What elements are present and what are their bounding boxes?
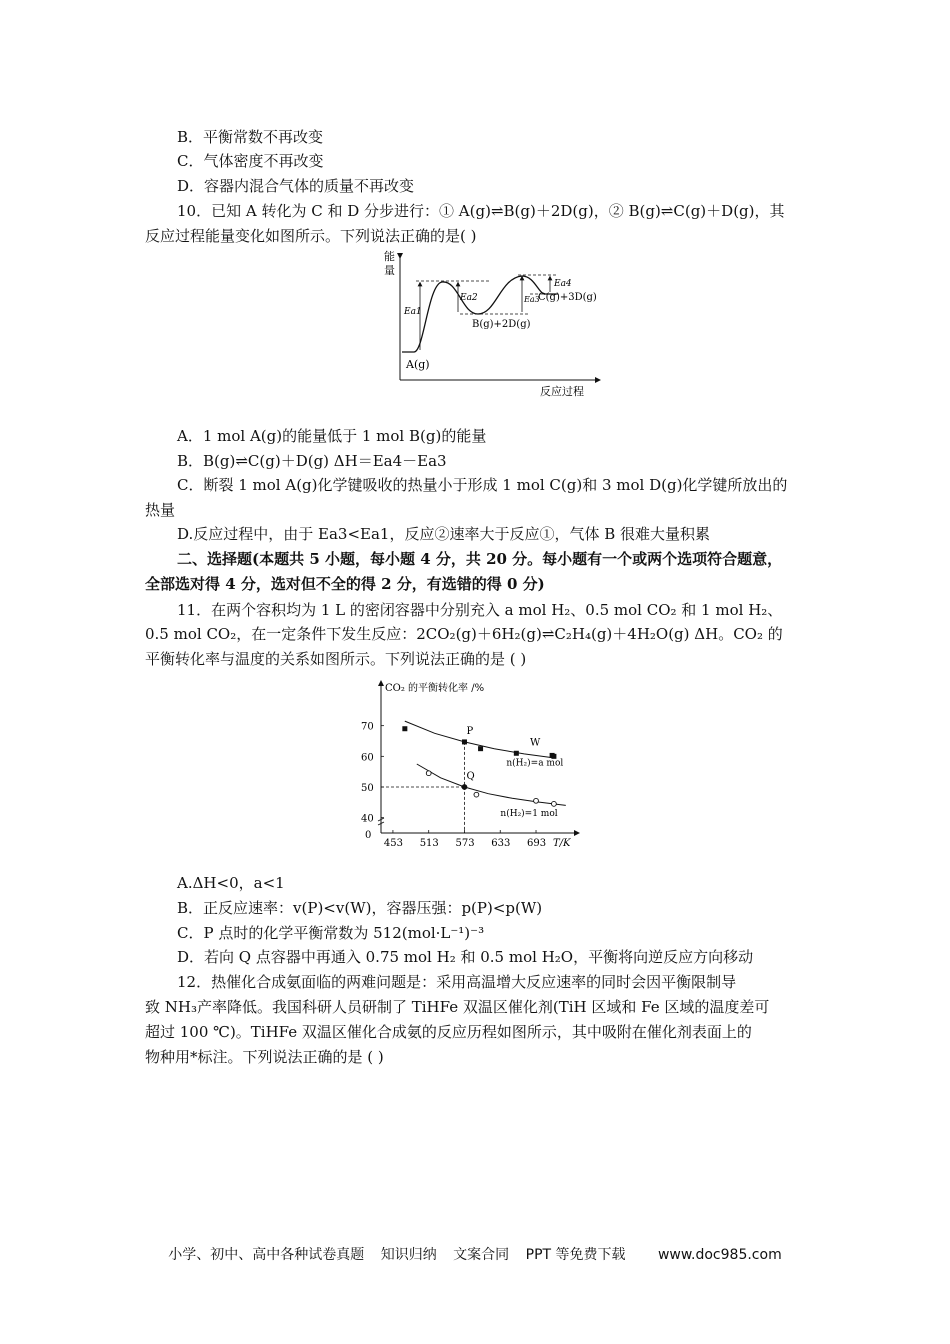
q9-option-d: D．容器内混合气体的质量不再改变: [177, 177, 415, 195]
footer-link[interactable]: www.doc985.com: [657, 1247, 782, 1263]
x-tick-label: 513: [419, 838, 439, 849]
data-point: [474, 792, 479, 797]
q11-stem-3: 平衡转化率与温度的关系如图所示。下列说法正确的是 ( ): [145, 650, 527, 668]
energy-axis-label-2: 量: [384, 264, 395, 277]
ea3-label: Ea3: [524, 295, 540, 304]
q11-option-b: B．正反应速率：v(P)<v(W)，容器压强：p(P)<p(W): [177, 899, 543, 917]
data-point: [426, 771, 431, 776]
page-footer: [0, 1244, 950, 1264]
chart-x-label: T/K: [553, 838, 571, 849]
x-tick-label: 633: [491, 838, 511, 849]
q11-option-a: A.ΔH<0，a<1: [177, 874, 285, 892]
energy-diagram: [380, 248, 610, 403]
ea4-label: Ea4: [554, 279, 572, 289]
q10-stem-2: 反应过程能量变化如图所示。下列说法正确的是( ): [145, 227, 477, 245]
label-c: C(g)+3D(g): [538, 292, 597, 303]
section-2-title-2: 全部选对得 4 分，选对但不全的得 2 分，有选错的得 0 分): [145, 575, 545, 593]
ea1-label: Ea1: [404, 307, 422, 317]
series-label: n(H₂)=a mol: [506, 758, 564, 769]
point-label: W: [530, 737, 541, 749]
energy-x-label: 反应过程: [540, 385, 584, 398]
q12-stem-2: 致 NH₃产率降低。我国科研人员研制了 TiHFe 双温区催化剂(TiH 区域和 Fe 区域的温度差可: [145, 998, 770, 1016]
q10-option-c-2: 热量: [145, 501, 176, 519]
co2-conversion-chart: [355, 675, 595, 855]
series-label: n(H₂)=1 mol: [500, 809, 558, 820]
q11-stem-2: 0.5 mol CO₂，在一定条件下发生反应：2CO₂(g)＋6H₂(g)⇌C₂H₄(g)＋4H₂O(g) ΔH。CO₂ 的: [145, 625, 783, 643]
q10-option-a: A．1 mol A(g)的能量低于 1 mol B(g)的能量: [177, 427, 487, 445]
y-tick-label: 60: [361, 752, 374, 764]
point-label: Q: [466, 771, 475, 782]
footer-item: 小学、初中、高中各种试卷真题: [168, 1247, 365, 1263]
point-label: P: [466, 725, 474, 737]
y-tick-label: 50: [361, 783, 374, 794]
data-point: [514, 751, 519, 756]
footer-item: 文案合同: [453, 1247, 510, 1263]
chart-origin: 0: [365, 830, 372, 841]
q11-stem-1: 11．在两个容积均为 1 L 的密闭容器中分别充入 a mol H₂、0.5 mol CO₂ 和 1 mol H₂、: [177, 601, 783, 619]
q12-stem-3: 超过 100 ℃)。TiHFe 双温区催化合成氨的反应历程如图所示，其中吸附在催化剂表面上的: [145, 1023, 752, 1041]
label-b: B(g)+2D(g): [472, 319, 531, 330]
q10-option-c-1: C．断裂 1 mol A(g)化学键吸收的热量小于形成 1 mol C(g)和 3 mol D(g)化学键所放出的: [177, 476, 788, 494]
x-tick-label: 693: [527, 838, 547, 849]
data-point: [534, 798, 539, 803]
x-tick-label: 573: [455, 838, 475, 849]
q12-stem-1: 12．热催化合成氨面临的两难问题是：采用高温增大反应速率的同时会因平衡限制导: [177, 973, 737, 991]
q12-stem-4: 物种用*标注。下列说法正确的是 ( ): [145, 1048, 384, 1066]
q10-option-b: B．B(g)⇌C(g)＋D(g) ΔH＝Ea4－Ea3: [177, 452, 447, 470]
series-line: [417, 764, 566, 805]
q11-option-c: C．P 点时的化学平衡常数为 512(mol·L⁻¹)⁻³: [177, 924, 485, 942]
footer-item: PPT 等免费下载: [525, 1247, 626, 1263]
data-point: [552, 801, 557, 806]
x-tick-label: 453: [383, 838, 404, 849]
q9-option-b: B．平衡常数不再改变: [177, 128, 324, 146]
label-a: A(g): [406, 358, 430, 371]
section-2-title-1: 二、选择题(本题共 5 小题，每小题 4 分，共 20 分。每小题有一个或两个选项符合题意，: [177, 550, 783, 568]
data-point: [402, 726, 407, 731]
energy-axis-label-1: 能: [384, 250, 395, 263]
chart-title: CO₂ 的平衡转化率 /%: [385, 683, 485, 694]
q9-option-c: C．气体密度不再改变: [177, 152, 324, 170]
q11-option-d: D．若向 Q 点容器中再通入 0.75 mol H₂ 和 0.5 mol H₂O，平衡将向逆反应方向移动: [177, 948, 754, 966]
q10-stem-1: 10．已知 A 转化为 C 和 D 分步进行：① A(g)⇌B(g)＋2D(g)，② B(g)⇌C(g)＋D(g)，其: [177, 202, 785, 220]
ea2-label: Ea2: [460, 293, 478, 303]
y-tick-label: 40: [361, 813, 374, 825]
data-point: [478, 746, 483, 751]
footer-item: 知识归纳: [380, 1247, 437, 1263]
y-tick-label: 70: [361, 721, 374, 733]
q10-option-d: D.反应过程中，由于 Ea3<Ea1，反应②速率大于反应①，气体 B 很难大量积累: [177, 525, 711, 543]
